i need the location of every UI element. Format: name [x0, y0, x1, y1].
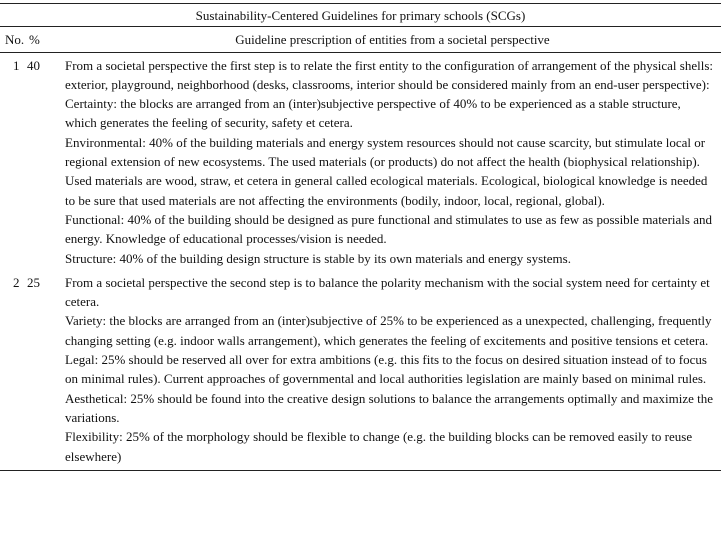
guideline-paragraph: Legal: 25% should be reserved all over for extra ambitions (e.g. this fits to the focus on desired situation instead of to focus on minimal rules). Current approaches of governmental and local authorities legislation are mainly based on minimal rules. — [65, 352, 707, 387]
table-row — [0, 52, 721, 270]
guideline-paragraph: Aesthetical: 25% should be found into the creative design solutions to balance the arrangements optimally and maximize the variations. — [65, 390, 714, 425]
guideline-paragraph: From a societal perspective the first step is to relate the first entity to the configuration of arrangement of the physical shells: exterior, playground, neighborhood (desks, classrooms, interior should be considered mainly from an end-user perspective): — [65, 57, 714, 92]
row-number: 1 — [13, 57, 20, 73]
guideline-paragraph: Environmental: 40% of the building materials and energy system resources should not cause scarcity, but stimulate local or regional extension of new ecosystems. The used materials (or products) do not affect the health (biophysical relationship). Used materials are wood, straw, et cetera in general called ecological materials. Ecological, biological knowledge is needed to be sure that used materials are not affecting the environments (bodily, indoor, local, regional, global). — [65, 134, 708, 208]
row-guideline-text — [64, 52, 721, 270]
table-title: Sustainability-Centered Guidelines for primary schools (SCGs) — [0, 4, 721, 27]
header-guideline: Guideline prescription of entities from a societal perspective — [64, 27, 721, 52]
row-percent: 40 — [27, 57, 40, 73]
table-row — [0, 270, 721, 470]
guideline-paragraph: Variety: the blocks are arranged from an (inter)subjective of 25% to be experienced as a unexpected, challenging, frequently changing setting (e.g. indoor walls arrangement), which generates the feeling of excitements and positive tensions et cetera. — [65, 313, 712, 348]
header-no: No. — [0, 27, 27, 52]
table-title-row — [0, 4, 721, 27]
guideline-paragraph: Functional: 40% of the building should be designed as pure functional and stimulates to use as few as possible materials and energy. Knowledge of educational processes/vision is needed. — [65, 211, 712, 247]
row-number: 2 — [0, 270, 27, 470]
row-guideline-text — [64, 270, 721, 470]
row-percent: 25 — [27, 270, 64, 470]
table-header-row — [0, 27, 721, 52]
guidelines-table — [0, 3, 721, 471]
guideline-paragraph: From a societal perspective the second step is to balance the polarity mechanism with the social system need for certainty et cetera. — [65, 274, 710, 310]
guideline-paragraph: Certainty: the blocks are arranged from an (inter)subjective perspective of 40% to be experienced as a stable structure, which generates the feeling of security, safety et cetera. — [65, 96, 681, 131]
guideline-paragraph: Structure: 40% of the building design structure is stable by its own materials and energy systems. — [65, 250, 571, 266]
header-percent: % — [27, 27, 64, 52]
guideline-paragraph: Flexibility: 25% of the morphology should be flexible to change (e.g. the building blocks can be removed easily to reuse elsewhere) — [65, 429, 693, 464]
